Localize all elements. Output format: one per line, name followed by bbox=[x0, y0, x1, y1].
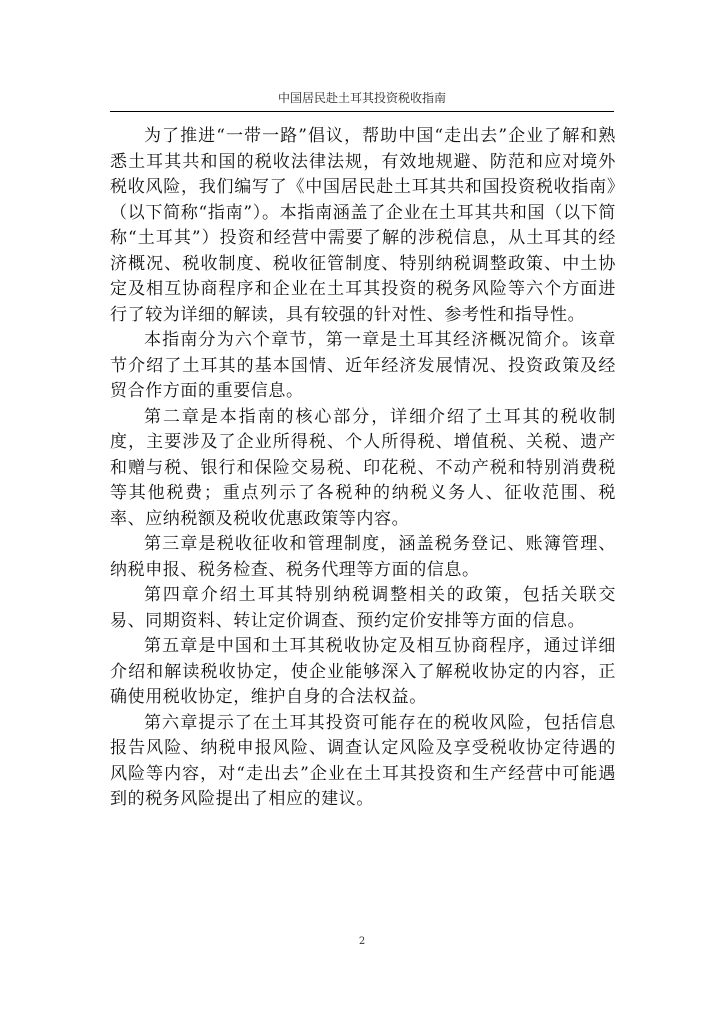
paragraph-chapter-2: 第二章是本指南的核心部分，详细介绍了土耳其的税收制度，主要涉及了企业所得税、个人所得税、增值税、关税、遗产和赠与税、银行和保险交易税、印花税、不动产税和特别消费税等其他税费；重点列示了各税种的纳税义务人、征收范围、税率、应纳税额及税收优惠政策等内容。 bbox=[110, 406, 616, 529]
paragraph-chapter-4: 第四章介绍土耳其特别纳税调整相关的政策，包括关联交易、同期资料、转让定价调查、预约定价安排等方面的信息。 bbox=[110, 585, 616, 631]
paragraph-chapter-1: 本指南分为六个章节，第一章是土耳其经济概况简介。该章节介绍了土耳其的基本国情、近年经济发展情况、投资政策及经贸合作方面的重要信息。 bbox=[110, 330, 616, 401]
running-header-title: 中国居民赴土耳其投资税收指南 bbox=[277, 91, 446, 105]
paragraph-chapter-5: 第五章是中国和土耳其税收协定及相互协商程序，通过详细介绍和解读税收协定，使企业能够深入了解税收协定的内容，正确使用税收协定，维护自身的合法权益。 bbox=[110, 636, 616, 707]
paragraph-chapter-3: 第三章是税收征收和管理制度，涵盖税务登记、账簿管理、纳税申报、税务检查、税务代理等方面的信息。 bbox=[110, 534, 616, 580]
page-number: 2 bbox=[358, 936, 366, 947]
paragraph-chapter-6: 第六章提示了在土耳其投资可能存在的税收风险，包括信息报告风险、纳税申报风险、调查认定风险及享受税收协定待遇的风险等内容，对“走出去”企业在土耳其投资和生产经营中可能遇到的税务风险提出了相应的建议。 bbox=[110, 712, 616, 809]
header-rule bbox=[110, 111, 614, 112]
paragraph-intro: 为了推进“一带一路”倡议，帮助中国“走出去”企业了解和熟悉土耳其共和国的税收法律法规，有效地规避、防范和应对境外税收风险，我们编写了《中国居民赴土耳其共和国投资税收指南》（以下简称“指南”）。本指南涵盖了企业在土耳其共和国（以下简称“土耳其”）投资和经营中需要了解的涉税信息，从土耳其的经济概况、税收制度、税收征管制度、特别纳税调整政策、中土协定及相互协商程序和企业在土耳其投资的税务风险等六个方面进行了较为详细的解读，具有较强的针对性、参考性和指导性。 bbox=[110, 126, 616, 325]
body-text bbox=[110, 124, 616, 813]
